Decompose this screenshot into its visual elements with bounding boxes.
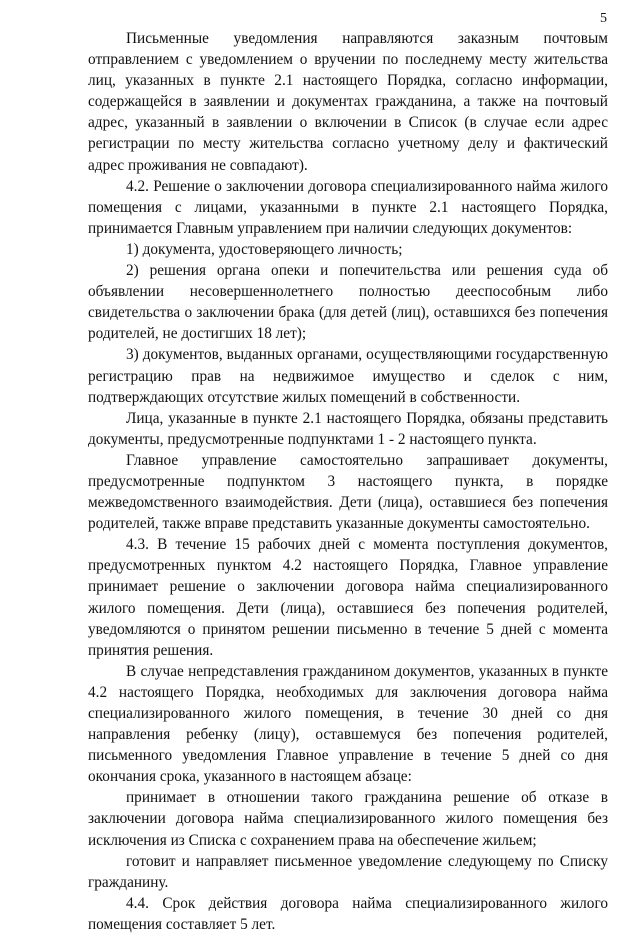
- list-item-2: 2) решения органа опеки и попечительства или решения суда об объявлении несовершеннолетнего полностью дееспособным либо свидетельства о заключении брака (для детей (лиц), оставшихся без попечения родителей, не достигших 18 лет);: [88, 262, 608, 343]
- paragraph-refusal-decision: принимает в отношении такого гражданина решение об отказе в заключении договора найма специализированного жилого помещения без исключения из Списка с сохранением права на обеспечение жильем;: [88, 789, 608, 849]
- paragraph-obligation: Лица, указанные в пункте 2.1 настоящего Порядка, обязаны представить документы, предусмотренные подпунктами 1 - 2 настоящего пункта.: [88, 409, 608, 448]
- paragraph-4-4: 4.4. Срок действия договора найма специализированного жилого помещения составляет 5 лет.: [88, 894, 608, 933]
- document-body: [88, 28, 608, 935]
- paragraph-4-3: 4.3. В течение 15 рабочих дней с момента поступления документов, предусмотренных пунктом 4.2 настоящего Порядка, Главное управление принимает решение о заключении договора найма специализированного жилого помещения. Дети (лица), оставшиеся без попечения родителей, уведомляются о принятом решении письменно в течение 5 дней с момента принятия решения.: [88, 536, 608, 659]
- page-number: 5: [600, 11, 607, 26]
- paragraph-interagency: Главное управление самостоятельно запрашивает документы, предусмотренные подпунктом 3 настоящего пункта, в порядке межведомственного взаимодействия. Дети (лица), оставшиеся без попечения родителей, также вправе представить указанные документы самостоятельно.: [88, 451, 608, 533]
- paragraph-next-citizen: готовит и направляет письменное уведомление следующему по Списку гражданину.: [88, 852, 608, 891]
- list-item-3: 3) документов, выданных органами, осуществляющими государственную регистрацию прав на недвижимое имущество и сделок с ним, подтверждающих отсутствие жилых помещений в собственности.: [88, 346, 608, 406]
- paragraph-notification-delivery: Письменные уведомления направляются заказным почтовым отправлением с уведомлением о вручении по последнему месту жительства лиц, указанных в пункте 2.1 настоящего Порядка, согласно информации, содержащейся в заявлении и документах гражданина, а также на почтовый адрес, указанный в заявлении о включении в Список (в случае если адрес регистрации по месту жительства согласно учетному делу и фактический адрес проживания не совпадают).: [88, 30, 608, 174]
- paragraph-non-submission: В случае непредставления гражданином документов, указанных в пункте 4.2 настоящего Порядка, необходимых для заключения договора найма специализированного жилого помещения, в течение 30 дней со дня направления ребенку (лицу), оставшемуся без попечения родителей, письменного уведомления Главное управление в течение 5 дней со дня окончания срока, указанного в настоящем абзаце:: [88, 662, 608, 786]
- paragraph-4-2: 4.2. Решение о заключении договора специализированного найма жилого помещения с лицами, указанными в пункте 2.1 настоящего Порядка, принимается Главным управлением при наличии следующих документов:: [88, 177, 608, 237]
- list-item-1: 1) документа, удостоверяющего личность;: [126, 240, 403, 258]
